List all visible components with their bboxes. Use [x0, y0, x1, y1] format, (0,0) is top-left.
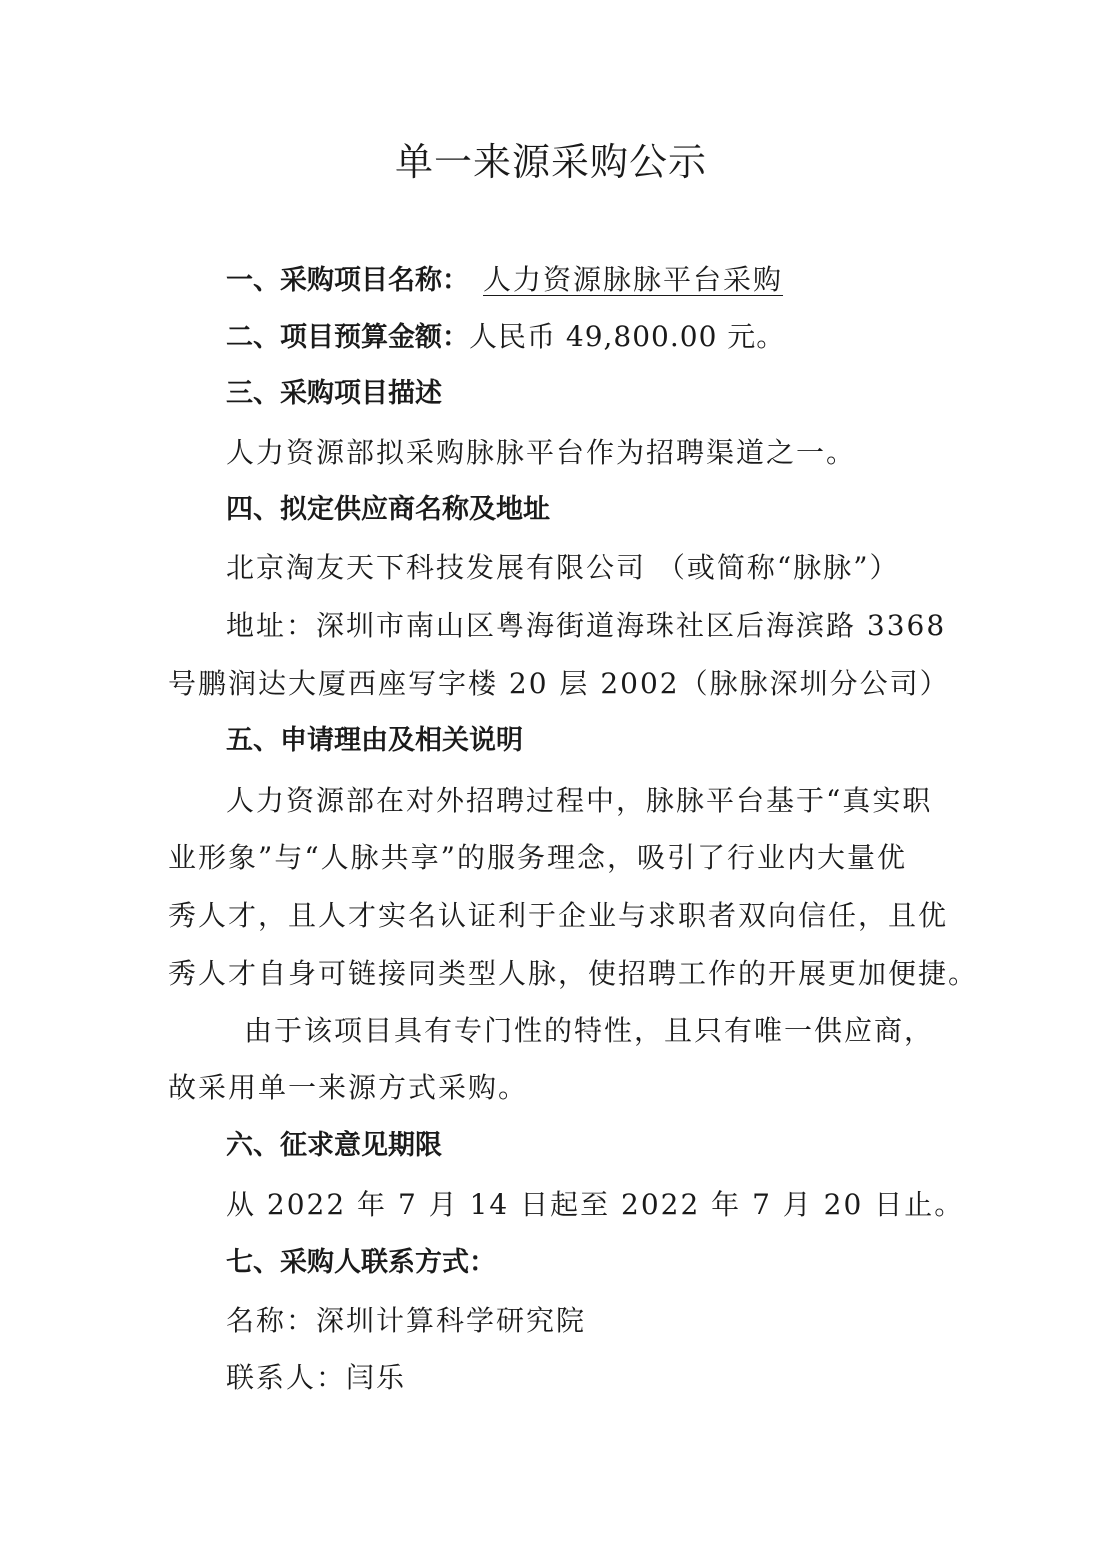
section-2 [226, 317, 785, 358]
project-name-value: 人力资源脉脉平台采购 [483, 263, 784, 296]
section-1 [226, 260, 783, 301]
page-title: 单一来源采购公示 [394, 140, 707, 184]
comment-period: 从 2022 年 7 月 14 日起至 2022 年 7 月 20 日止。 [226, 1188, 965, 1221]
reason-paragraph-2-line-1: 由于该项目具有专门性的特性，且只有唯一供应商， [244, 1014, 935, 1047]
reason-paragraph-1-line-2: 业形象”与“人脉共享”的服务理念，吸引了行业内大量优 [168, 841, 907, 874]
section-5-heading: 五、申请理由及相关说明 [226, 725, 523, 756]
section-3-heading: 三、采购项目描述 [226, 378, 442, 409]
supplier-name: 北京淘友天下科技发展有限公司 （或简称“脉脉”） [226, 551, 900, 584]
reason-paragraph-2-line-2: 故采用单一来源方式采购。 [168, 1071, 529, 1104]
purchaser-name: 名称：深圳计算科学研究院 [226, 1304, 587, 1337]
reason-paragraph-1-line-3: 秀人才，且人才实名认证利于企业与求职者双向信任，且优 [168, 899, 949, 932]
reason-paragraph-1-line-4: 秀人才自身可链接同类型人脉，使招聘工作的开展更加便捷。 [168, 957, 979, 990]
section-2-label: 二、项目预算金额： [226, 322, 469, 353]
section-3-text: 人力资源部拟采购脉脉平台作为招聘渠道之一。 [226, 436, 857, 469]
reason-paragraph-1-line-1: 人力资源部在对外招聘过程中，脉脉平台基于“真实职 [226, 784, 933, 817]
supplier-address-line-1: 地址：深圳市南山区粤海街道海珠社区后海滨路 3368 [226, 609, 947, 642]
section-6-heading: 六、征求意见期限 [226, 1130, 442, 1161]
section-4-heading: 四、拟定供应商名称及地址 [226, 494, 550, 525]
budget-value: 人民币 49,800.00 元。 [469, 320, 786, 353]
contact-person: 联系人：闫乐 [226, 1361, 407, 1394]
section-7-heading: 七、采购人联系方式： [226, 1247, 496, 1278]
section-1-label: 一、采购项目名称： [226, 265, 469, 296]
supplier-address-line-2: 号鹏润达大厦西座写字楼 20 层 2002（脉脉深圳分公司） [168, 667, 950, 700]
